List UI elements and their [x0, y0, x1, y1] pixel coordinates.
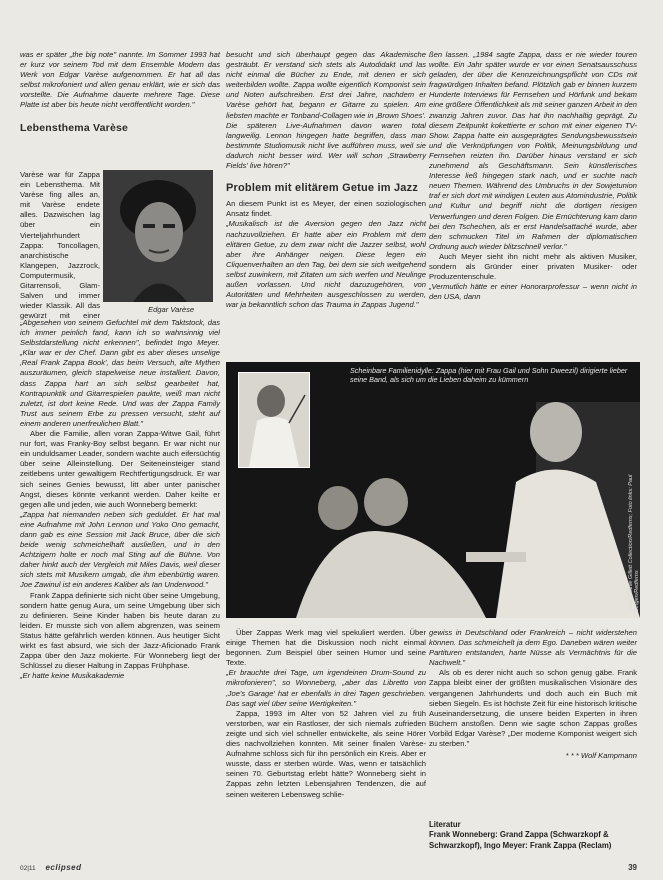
varese-portrait-photo — [103, 170, 213, 302]
family-photo-caption: Scheinbare Familienidylle: Zappa (hier mit Frau Gail und Sohn Dweezil) dirigierte lieber seine Band, als sich um die Lieben daheim zu kümmern — [350, 366, 628, 384]
col1-p2: Aber die Familie, allen voran Zappa-Witwe Gail, führt nur fort, was Franky-Boy selbst begann. Er war nicht nur ein unduldsamer Leader, sondern wachte auch eifersüchtig über seine Alleinstellung. Der Seiteneinsteiger stand zeitlebens unter gewaltigem Rechtfertigungsdruck. Er war sich seines Genies bewusst, litt aber unter panischer Angst, dieses könnte verkannt werden. Daher keilte er gegen alle und jeden, wie auch Wonneberg bemerkt: — [20, 429, 220, 509]
literature-block — [429, 820, 639, 851]
column-1-body — [20, 318, 220, 681]
column-2 — [226, 50, 426, 310]
col2-p2b: „Musikalisch ist die Aversion gegen den Jazz nicht nachzuvollziehen. Er hatte aber ein Problem mit dem elitären Getue, zu dem zwar nicht die Jazzer selbst, wohl aber ihre Anhänger neigen. Diese legen ein Cliquenverhalten an den Tag, bei dem sie sich weitgehend selbst zuwinkern, mit Zitaten um sich werfen und Neulinge außen vorlassen. Und nicht dazuzugehören, von Autoritäten und Mehrheiten ausgeschlossen zu werden, war ja bekanntlich schon das Trauma in Zappas Jugend." — [226, 219, 426, 310]
column-1 — [20, 50, 220, 139]
col3-p2b: „Vermutlich hätte er einer Honorarprofessur – wenn nicht in den USA, dann — [429, 282, 637, 302]
footer-issue — [20, 863, 82, 872]
column-2-bottom — [226, 628, 426, 800]
col3-p2: Auch Meyer sieht ihn nicht mehr als aktiven Musiker, sondern als Gründer einer privaten Musiker- oder Produzentenschule. — [429, 251, 637, 282]
col1-intro: was er später „the big note" nannte. Im Sommer 1993 hat er kurz vor seinem Tod mit dem Ensemble Modern das Werk von Edgar Varèse aufgenommen. Er hat all das selbst mikrofoniert und allen genau erklärt, wie er sich das vorstellte. Die Aufnahme dauerte mehrere Tage. Diese Platte ist aber bis heute nicht veröffentlicht worden." — [20, 50, 220, 110]
bottom-col2-p1: Über Zappas Werk mag viel spekuliert werden. Über einige Themen hat die Diskussion noch nicht einmal begonnen. Zum Beispiel über seinen Humor und seine Texte. — [226, 628, 426, 668]
page-number: 39 — [628, 863, 637, 872]
author-credit: * * * Wolf Kampmann — [565, 751, 637, 761]
bottom-col3-p2: Als ob es derer nicht auch so schon genug gäbe. Frank Zappa bleibt einer der größten musikalischen Visionäre des vergangenen Jahrhunderts und doch auch ein Buch mit sieben Siegeln. Es ist höchste Zeit für eine historisch kritische Auseinandersetzung, die unsere beiden Experten in ihren Büchern anstoßen. Denn wie sagte schon Zappas großes Vorbild Edgar Varèse? „Der moderne Komponist weigert sich zu sterben." — [429, 668, 637, 749]
col2-p2: An diesem Punkt ist es Meyer, der einen soziologischen Ansatz findet. — [226, 199, 426, 219]
bottom-col2-p2: Zappa, 1993 im Alter von 52 Jahren viel zu früh verstorben, war ein Rastloser, der sich niemals zufrieden zeigte und sich viel schneller entwickelte, als seine Hörer dies nachvollziehen konnten. Mit seiner finalen Varèse-Aufnahme schloss sich für ihn persönlich ein Kreis. Aber er wusste, dass er sterben würde. Was, wenn er tatsächlich seinen 70. Geburtstag erlebt hätte? Wonneberg sieht in Zappas zehn letzten Lebensjahren Tendenzen, die auf seinen weiteren Lebensweg schlie- — [226, 708, 426, 799]
col3-p1: ßen lassen. „1984 sagte Zappa, dass er nie wieder touren wollte. Ein Jahr später wurde er vor einen Senatsausschuss geladen, der über die Kennzeichnungspflicht von CDs mit fragwürdigen Inhalten befand. Plötzlich gab er binnen kurzem Hunderte Interviews für Fernsehen und Hörfunk und bekam eine größere Öffentlichkeit als mit seiner ganzen Arbeit in den zwanzig Jahren zuvor. Das hat ihn nachhaltig geprägt. Zu diesem Zeitpunkt kokettierte er schon mit einer eigenen TV-Show. Zappa hatte ein ausgeprägtes Sendungsbewusstsein und die Verknüpfungen von Politik, Meinungsbildung und Fernsehen reizten ihn. Darüber hinaus verstand er sich zunehmend als Geschäftsmann. Sein künstlerisches Interesse ließ hingegen stark nach, und er suchte nach neuen Themen. Während des Umbruchs in der Sowjetunion traf er sich dort mit windigen Leuten aus Atomindustrie, Politik und Kultur und begriff nicht die dortigen riesigen Verwerfungen und deren Folgen. Die Ernüchterung kam dann bei den Tschechen, als er erst Handelsattaché wurde, aber den schmucken Titel im Rahmen der diplomatischen Ordnung auch wieder blitzschnell verlor." — [429, 50, 637, 251]
col1-p3b: „Er hatte keine Musikakademie — [20, 671, 125, 681]
column-3-bottom — [429, 628, 637, 761]
literature-heading: Literatur — [429, 820, 461, 829]
bottom-col3-p1: gewiss in Deutschland oder Frankreich – nicht widerstehen können. Das schmeichelt ja dem Ego. Daneben wären weiter Partituren entstanden, harte Nüsse als Vermächtnis für die Nachwelt." — [429, 628, 637, 668]
portrait-illustration — [103, 170, 213, 302]
inset-photo-illustration — [239, 373, 309, 467]
magazine-logo: eclipsed — [45, 863, 82, 872]
column-1-wrap — [20, 170, 100, 323]
col1-p3: Frank Zappa definierte sich nicht über seine Umgebung, sondern hatte genug Aura, um seine Umgebung über sich zu definieren. Seine Kinder haben bis heute daran zu leiden. Er musste sich von allem abgrenzen, was seinem Status hätte gefährlich werden können. Aus heutiger Sicht wirkt es fast absurd, wie sich der Jazz-Aficionado Frank Zappa über den Jazz mokierte. Für Wonneberg liegt der Schlüssel zu dieser Haltung in Zappas Frühphase. — [20, 590, 220, 671]
inset-conductor-photo — [238, 372, 310, 468]
bottom-col2-p1b: „Er brauchte drei Tage, um irgendeinen Drum-Sound zu mikrofonieren", so Wonneberg, „aber das Libretto von ‚Joe's Garage' hat er ebenfalls in drei Tagen geschrieben. Das sagt viel über seine Wertigkeiten." — [226, 668, 426, 708]
col1-p1-start: Varèse war für Zappa ein Lebensthema. Mit Varèse fing alles an, mit Varèse endete alles. Dazwischen lag über ein Vierteljahrhundert Zappa: Toncollagen, anarchistische Klangepen, Jazzrock, Computermusik, Gitarrensoli, Glam-Salven und immer wieder Klassik. All das gewürzt mit einer — [20, 170, 100, 321]
issue-number: 02|11 — [20, 865, 36, 872]
col1-p2b: „Zappa hat niemanden neben sich geduldet. Er hat mal eine Aufnahme mit John Lennon und Yoko Ono gemacht, dann gab es eine Session mit Jack Bruce, über die sich beide wenig schmeichelhaft ausließen, und in den Achtzigern holte er noch mal Sting auf die Bühne. Von daher hinkt auch der Vergleich mit Miles Davis, weil dieser sich stets mit Musikern umgab, die ihm ebenbürtig waren. Joe Zawinul ist ein anderes Kaliber als Ian Underwood." — [20, 509, 220, 590]
section-heading-jazz: Problem mit elitärem Getue im Jazz — [226, 182, 419, 195]
column-3 — [429, 50, 637, 302]
col2-p1: besucht und sich überhaupt gegen das Akademische gesträubt. Er verstand sich stets als Autodidakt und las nicht einmal die Bücher zu Ende, mit denen er sich weiterbilden wollte. Zappa wollte eigentlich Komponist sein und Noten aufschreiben. Erst drei Jahre, nachdem er Varèse gehört hat, begann er Gitarre zu spielen. Am liebsten machte er Tonband-Collagen wie in ‚Brown Shoes'. Die späteren Live-Aufnahmen davon waren total langweilig. Lennon hingegen hatte begriffen, dass man bestimmte Studiomusik nicht live aufführen muss, weil sie dadurch nicht besser wird. Wer will schon ‚Strawberry Fields' live hören?" — [226, 50, 426, 171]
portrait-caption: Edgar Varèse — [148, 305, 195, 314]
section-heading-varese: Lebensthema Varèse — [20, 121, 129, 134]
photo-credit: Foto: Charlie Gillett Collection/Redferns; Foto links: Paul Bergen/Redferns — [628, 474, 640, 612]
literature-body: Frank Wonneberg: Grand Zappa (Schwarzkopf & Schwarzkopf), Ingo Meyer: Frank Zappa (Reclam) — [429, 830, 612, 850]
col1-p1b: „Abgesehen von seinem Gefuchtel mit dem Taktstock, das ich immer peinlich fand, kann ich so wahnsinnig viel Selbstdarstellung nicht erkennen", befindet Ingo Meyer. „Klar war er der Chef. Dann gibt es aber dieses unselige ‚Real Frank Zappa Book', das beim Versuch, alte Mythen auszuräumen, gleich stapelweise neue installiert. Davon, dass Zappa hart an sich selbst gearbeitet hat, Kontrapunktik und Gitarrespielen paukte, weiß man nicht zuletzt, ist dort keine Rede. Und was der Zappa Family Trust aus seinem Erbe zu pressen versucht, steht auf einem anderen unerfreulichen Blatt." — [20, 318, 220, 428]
